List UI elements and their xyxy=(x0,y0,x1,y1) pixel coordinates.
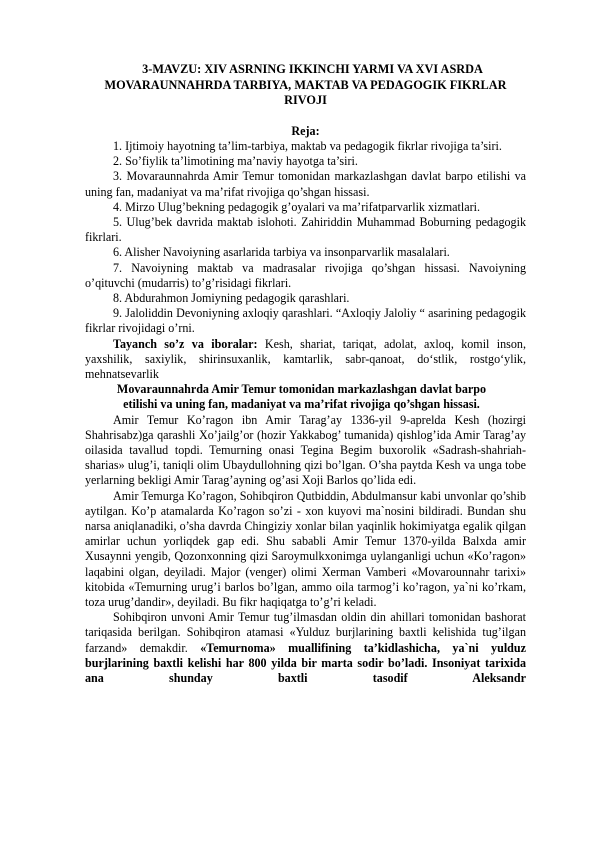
paragraph-3-bold: «Temurnoma» muallifining ta’kidlashicha, ya`ni yulduz burjlarining baxtli kelishi har 800 yilda bir marta sodir bo’ladi. Insoniyat tarixida ana shunday baxtli tasodif Aleksandr xyxy=(85,640,526,686)
title-line-1: 3-MAVZU: XIV ASRNING IKKINCHI YARMI VA XVI ASRDA xyxy=(142,62,483,76)
plan-item-5: 5. Ulug’bek davrida maktab islohoti. Zahiriddin Muhammad Boburning pedagogik fikrlari. xyxy=(85,215,526,245)
title-line-2: MOVARAUNNAHRDA TARBIYA, MAKTAB VA PEDAGOGIK FIKRLAR xyxy=(104,77,507,92)
paragraph-2: Amir Temurga Ko’ragon, Sohibqiron Qutbiddin, Abdulmansur kabi unvonlar qo’shib aytilgan. Ko’p atamalarda Ko’ragon so’zi - xon kuyovi ma`nosini bildiradi. Bundan shu narsa aniqlanadiki, o’sha davrda Chingiziy xonlar bilan yaqinlik hokimiyatga egalik qilgan amirlar uchun yorliqdek gap edi. Shu sababli Amir Temur 1370-yilda Balxda amir Xusaynni yengib, Qozonxonning qizi Saroymulkxonimga uylanganligi uchun «Ko’ragon» laqabini olgan, deyiladi. Major (venger) olimi Xerman Vamberi «Movarounnahr tarixi» kitobida «Temurning urug’i barlos bo’lgan, ammo oila tarmog’i ko’ragon, ya`ni ko’rkam, toza urug’dandir», deyiladi. Bu fikr haqiqatga to’g’ri keladi. xyxy=(85,488,526,610)
plan-heading: Reja: xyxy=(291,123,320,138)
plan-item-4: 4. Mirzo Ulug’bekning pedagogik g’oyalari va ma’rifatparvarlik xizmatlari. xyxy=(113,199,481,214)
paragraph-3-text: Sohibqiron unvoni Amir Temur tug’ilmasdan oldin din ahillari tomonidan bashorat tariqasida berilgan. Sohibqiron atamasi «Yulduz burjlarining baxtli kelishida tug’ilgan farzand» demakdir. xyxy=(85,610,526,655)
keywords-paragraph xyxy=(85,337,526,383)
plan-item-3: 3. Movaraunnahrda Amir Temur tomonidan markazlashgan davlat barpo etilishi va uning fan, madaniyat va ma’rifat rivojiga qo’shgan hissasi. xyxy=(85,169,526,199)
section-heading xyxy=(85,382,526,412)
paragraph-1: Amir Temur Ko’ragon ibn Amir Tarag’ay 1336-yil 9-aprelda Kesh (hozirgi Shahrisabz)ga qarashli Xo’jailg’or (hozir Yakkabog’ tumanida) qishlog’ida Amir Tarag’ay oilasida tavallud topdi. Temurning onasi Tegina Begim buxorolik «Sadrash-shahriah-sharias» ulug’i, taniqli olim Ubaydullohning qizi bo’lgan. O’sha paytda Kesh va unga tobe yerlarning bekligi Amir Tarag’ayning og’asi Xoji Barlos qo’lida edi. xyxy=(85,412,526,488)
paragraph-3 xyxy=(85,610,526,686)
keywords-label: Tayanch so’z va iboralar: xyxy=(113,336,258,351)
keywords-text: Kesh, shariat, tariqat, adolat, axloq, komil inson, yaxshilik, saxiylik, shirinsuxanlik, kamtarlik, sabr-qanoat, do‘stlik, rostgo‘ylik, mehnatsevarlik xyxy=(85,336,526,382)
title-line-3: RIVOJI xyxy=(284,93,327,108)
plan-item-6: 6. Alisher Navoiyning asarlarida tarbiya va insonparvarlik masalalari. xyxy=(113,245,450,260)
plan-item-1: 1. Ijtimoiy hayotning ta’lim-tarbiya, maktab va pedagogik fikrlar rivojiga ta’siri. xyxy=(113,138,502,153)
plan-item-9: 9. Jaloliddin Devoniyning axloqiy qarashlari. “Axloqiy Jaloliy “ asarining pedagogik fikrlar rivojidagi o’rni. xyxy=(85,306,526,336)
plan-item-2: 2. So’fiylik ta’limotining ma’naviy hayotga ta’siri. xyxy=(113,154,358,169)
plan-item-8: 8. Abdurahmon Jomiyning pedagogik qarashlari. xyxy=(113,291,350,306)
document-page xyxy=(85,62,526,686)
section-heading-line-2: etilishi va uning fan, madaniyat va ma’rifat rivojiga qo’shgan hissasi. xyxy=(123,397,480,412)
section-heading-line-1: Movaraunnahrda Amir Temur tomonidan markazlashgan davlat barpo xyxy=(116,382,487,397)
page-title xyxy=(85,62,526,109)
plan-item-7: 7. Navoiyning maktab va madrasalar rivojiga qo’shgan hissasi. Navoiyning o’qituvchi (mudarris) to’g’risidagi fikrlari. xyxy=(85,260,526,290)
